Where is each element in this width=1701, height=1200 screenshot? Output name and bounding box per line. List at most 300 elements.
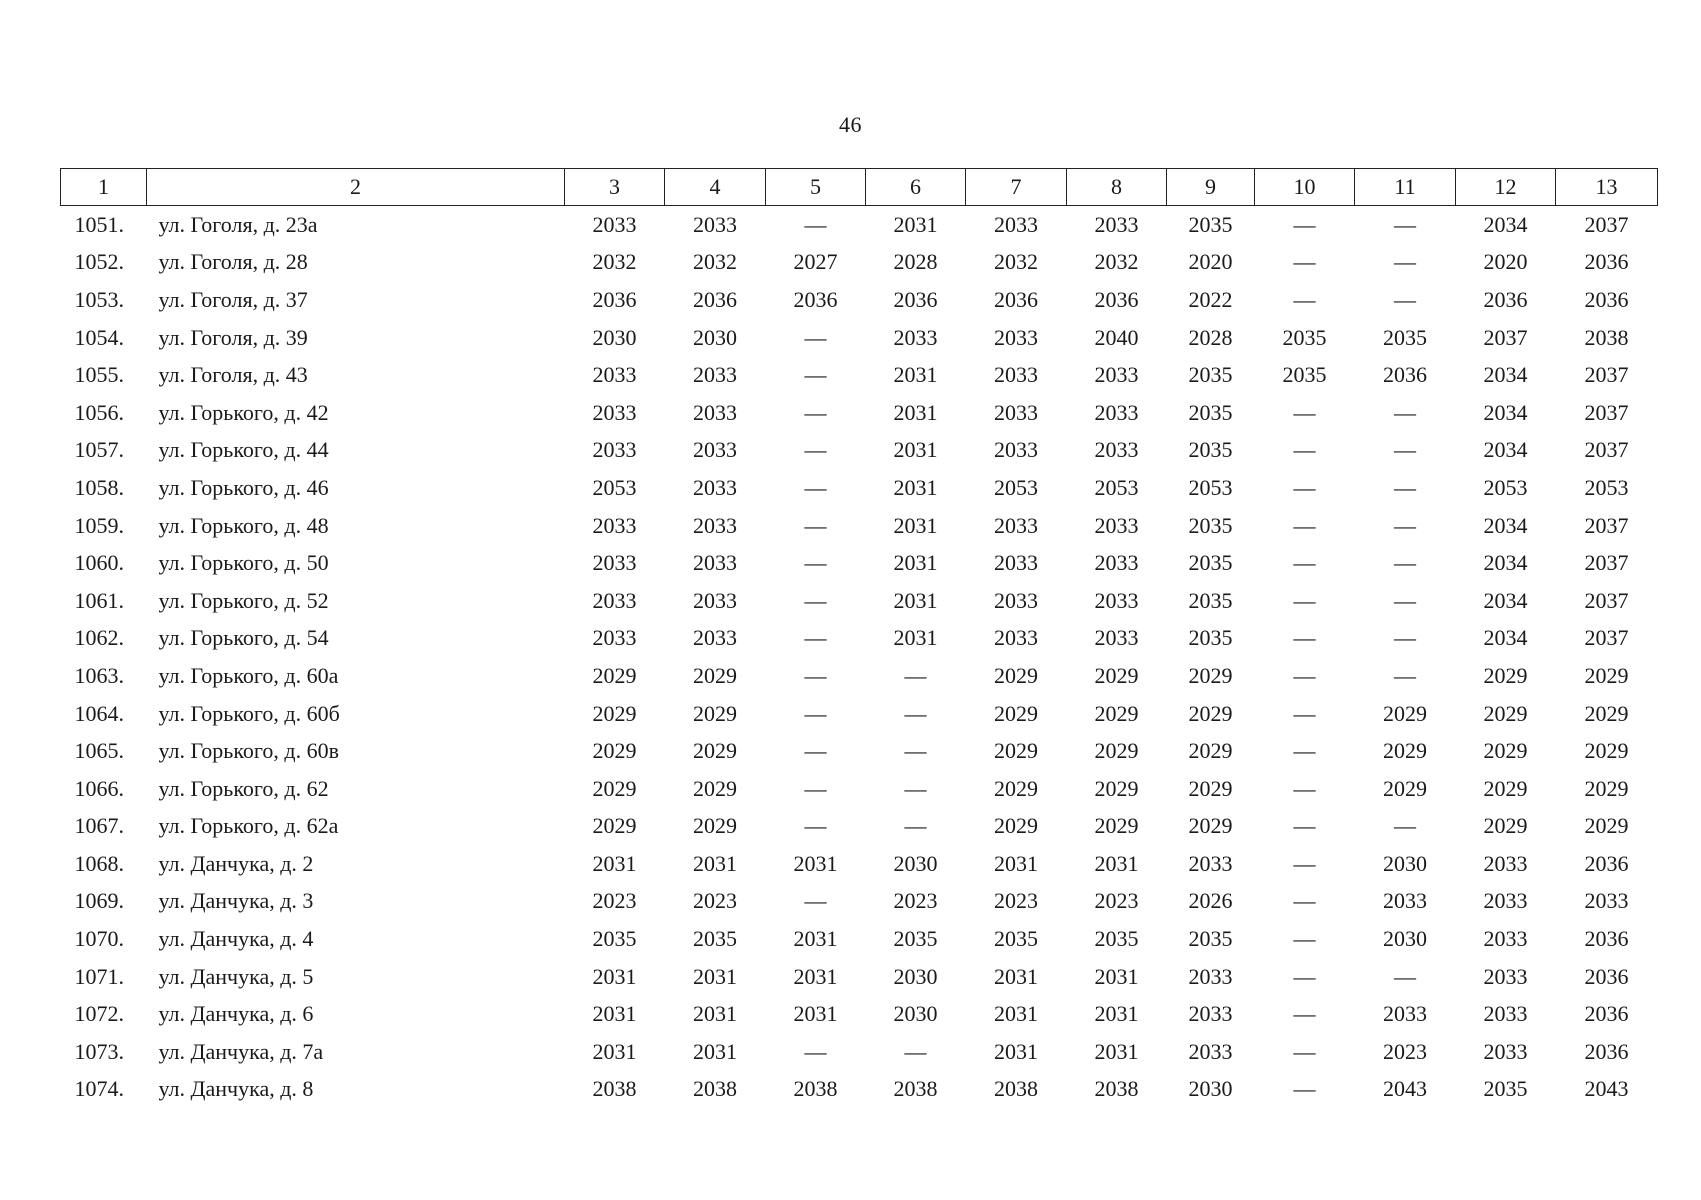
year-cell-col-13: 2029	[1584, 700, 1629, 726]
year-cell-col-12: 2029	[1483, 738, 1528, 764]
column-header-5: 5	[766, 169, 866, 206]
year-cell-col-7: 2033	[994, 512, 1038, 538]
year-cell-col-7: 2035	[994, 926, 1038, 952]
address-cell: ул. Горького, д. 60в	[158, 738, 339, 764]
column-header-8: 8	[1067, 169, 1167, 206]
year-cell-col-6: —	[904, 738, 927, 764]
year-cell-col-3: 2033	[592, 437, 637, 463]
year-cell-col-6: 2030	[893, 850, 938, 876]
year-cell-col-8: 2033	[1094, 587, 1139, 613]
year-cell-col-3: 2030	[592, 324, 637, 350]
year-cell-col-9: 2035	[1188, 211, 1233, 237]
year-cell-col-13: 2029	[1584, 775, 1629, 801]
year-cell-col-13: 2036	[1584, 1001, 1629, 1027]
year-cell-col-3: 2033	[592, 550, 637, 576]
year-cell-col-4: 2035	[693, 926, 737, 952]
year-cell-col-9: 2035	[1188, 587, 1233, 613]
year-cell-col-9: 2035	[1188, 625, 1233, 651]
year-cell-col-13: 2029	[1584, 662, 1629, 688]
row-number-cell: 1067.	[74, 813, 124, 839]
year-cell-col-3: 2029	[592, 813, 637, 839]
address-cell: ул. Горького, д. 54	[158, 625, 329, 651]
year-cell-col-3: 2029	[592, 700, 637, 726]
year-cell-col-11: —	[1394, 550, 1416, 576]
year-cell-col-10: —	[1293, 926, 1316, 952]
year-cell-col-6: 2031	[893, 512, 938, 538]
row-number-cell: 1068.	[74, 850, 124, 876]
year-cell-col-6: 2033	[893, 324, 938, 350]
table-row	[61, 432, 1658, 470]
year-cell-col-6: 2031	[893, 550, 938, 576]
year-cell-col-6: 2030	[893, 963, 938, 989]
year-cell-col-9: 2028	[1188, 324, 1233, 350]
address-cell: ул. Горького, д. 62а	[158, 813, 339, 839]
year-cell-col-11: 2023	[1383, 1038, 1427, 1064]
year-cell-col-12: 2034	[1483, 550, 1528, 576]
year-cell-col-4: 2032	[693, 249, 737, 275]
table-row	[61, 507, 1658, 545]
address-cell: ул. Данчука, д. 6	[158, 1001, 314, 1027]
year-cell-col-3: 2035	[592, 926, 637, 952]
year-cell-col-8: 2032	[1094, 249, 1139, 275]
year-cell-col-4: 2033	[693, 362, 737, 388]
year-cell-col-10: —	[1293, 399, 1316, 425]
year-cell-col-10: —	[1293, 625, 1316, 651]
year-cell-col-13: 2029	[1584, 813, 1629, 839]
year-cell-col-13: 2029	[1584, 738, 1629, 764]
year-cell-col-4: 2029	[693, 700, 737, 726]
year-cell-col-12: 2035	[1483, 1076, 1528, 1102]
year-cell-col-7: 2029	[994, 813, 1038, 839]
year-cell-col-8: 2033	[1094, 437, 1139, 463]
column-header-13: 13	[1556, 169, 1658, 206]
year-cell-col-13: 2036	[1584, 286, 1629, 312]
year-cell-col-5: —	[804, 700, 827, 726]
row-number-cell: 1055.	[74, 362, 124, 388]
year-cell-col-12: 2053	[1483, 474, 1528, 500]
year-cell-col-6: 2036	[893, 286, 938, 312]
table-row	[61, 920, 1658, 958]
year-cell-col-7: 2031	[994, 1038, 1038, 1064]
year-cell-col-5: —	[804, 813, 827, 839]
table-row	[61, 995, 1658, 1033]
year-cell-col-11: —	[1394, 512, 1416, 538]
year-cell-col-13: 2037	[1584, 437, 1629, 463]
row-number-cell: 1059.	[74, 512, 124, 538]
year-cell-col-5: 2027	[793, 249, 838, 275]
year-cell-col-5: —	[804, 662, 827, 688]
year-cell-col-12: 2033	[1483, 926, 1528, 952]
year-cell-col-12: 2034	[1483, 587, 1528, 613]
year-cell-col-6: 2031	[893, 625, 938, 651]
table-row	[61, 657, 1658, 695]
table-row	[61, 883, 1658, 921]
year-cell-col-13: 2043	[1584, 1076, 1629, 1102]
year-cell-col-4: 2033	[693, 399, 737, 425]
year-cell-col-12: 2029	[1483, 700, 1528, 726]
year-cell-col-10: —	[1293, 813, 1316, 839]
year-cell-col-11: 2029	[1383, 738, 1427, 764]
year-cell-col-10: —	[1293, 512, 1316, 538]
year-cell-col-4: 2033	[693, 512, 737, 538]
year-cell-col-11: —	[1394, 625, 1416, 651]
year-cell-col-12: 2029	[1483, 813, 1528, 839]
year-cell-col-9: 2022	[1188, 286, 1233, 312]
year-cell-col-3: 2031	[592, 850, 637, 876]
column-header-11: 11	[1355, 169, 1456, 206]
year-cell-col-4: 2031	[693, 850, 737, 876]
year-cell-col-6: 2031	[893, 399, 938, 425]
year-cell-col-7: 2033	[994, 625, 1038, 651]
year-cell-col-9: 2035	[1188, 399, 1233, 425]
year-cell-col-8: 2033	[1094, 512, 1139, 538]
year-cell-col-7: 2033	[994, 437, 1038, 463]
year-cell-col-3: 2033	[592, 399, 637, 425]
year-cell-col-13: 2037	[1584, 211, 1629, 237]
year-cell-col-8: 2029	[1094, 775, 1139, 801]
table-row	[61, 695, 1658, 733]
column-header-4: 4	[665, 169, 766, 206]
year-cell-col-4: 2033	[693, 550, 737, 576]
row-number-cell: 1060.	[74, 550, 124, 576]
column-header-1: 1	[61, 169, 147, 206]
year-cell-col-9: 2029	[1188, 813, 1233, 839]
year-cell-col-5: —	[804, 474, 827, 500]
row-number-cell: 1062.	[74, 625, 124, 651]
year-cell-col-10: —	[1293, 1038, 1316, 1064]
year-cell-col-3: 2033	[592, 587, 637, 613]
table-row	[61, 319, 1658, 357]
year-cell-col-7: 2033	[994, 324, 1038, 350]
year-cell-col-7: 2023	[994, 888, 1038, 914]
year-cell-col-6: 2031	[893, 437, 938, 463]
year-cell-col-13: 2036	[1584, 850, 1629, 876]
year-cell-col-5: —	[804, 738, 827, 764]
year-cell-col-5: 2031	[793, 1001, 838, 1027]
year-cell-col-13: 2037	[1584, 512, 1629, 538]
address-cell: ул. Гоголя, д. 23а	[158, 211, 318, 237]
row-number-cell: 1069.	[74, 888, 124, 914]
address-cell: ул. Гоголя, д. 28	[158, 249, 308, 275]
row-number-cell: 1065.	[74, 738, 124, 764]
year-cell-col-6: —	[904, 813, 927, 839]
year-cell-col-6: 2038	[893, 1076, 938, 1102]
year-cell-col-5: 2031	[793, 963, 838, 989]
row-number-cell: 1053.	[74, 286, 124, 312]
year-cell-col-6: —	[904, 775, 927, 801]
year-cell-col-3: 2029	[592, 662, 637, 688]
address-cell: ул. Горького, д. 44	[158, 437, 329, 463]
table-row	[61, 356, 1658, 394]
year-cell-col-13: 2036	[1584, 963, 1629, 989]
year-cell-col-7: 2033	[994, 587, 1038, 613]
year-cell-col-9: 2035	[1188, 926, 1233, 952]
year-cell-col-7: 2032	[994, 249, 1038, 275]
year-cell-col-9: 2033	[1188, 1001, 1233, 1027]
address-cell: ул. Гоголя, д. 43	[158, 362, 308, 388]
year-cell-col-3: 2023	[592, 888, 637, 914]
year-cell-col-13: 2033	[1584, 888, 1629, 914]
year-cell-col-7: 2029	[994, 700, 1038, 726]
table-row	[61, 582, 1658, 620]
address-cell: ул. Данчука, д. 5	[158, 963, 314, 989]
address-cell: ул. Горького, д. 48	[158, 512, 329, 538]
year-cell-col-12: 2033	[1483, 850, 1528, 876]
year-cell-col-11: —	[1394, 399, 1416, 425]
year-cell-col-10: 2035	[1282, 324, 1327, 350]
year-cell-col-9: 2029	[1188, 662, 1233, 688]
year-cell-col-6: —	[904, 662, 927, 688]
year-cell-col-4: 2033	[693, 474, 737, 500]
year-cell-col-4: 2031	[693, 1038, 737, 1064]
year-cell-col-13: 2037	[1584, 550, 1629, 576]
year-cell-col-11: —	[1394, 587, 1416, 613]
year-cell-col-3: 2032	[592, 249, 637, 275]
year-cell-col-12: 2029	[1483, 662, 1528, 688]
year-cell-col-11: 2029	[1383, 775, 1427, 801]
year-cell-col-6: —	[904, 1038, 927, 1064]
year-cell-col-10: —	[1293, 963, 1316, 989]
year-cell-col-11: 2043	[1383, 1076, 1427, 1102]
row-number-cell: 1052.	[74, 249, 124, 275]
table-row	[61, 206, 1658, 244]
table-row	[61, 845, 1658, 883]
header-row	[61, 169, 1658, 206]
year-cell-col-5: —	[804, 362, 827, 388]
year-cell-col-8: 2040	[1094, 324, 1139, 350]
year-cell-col-8: 2033	[1094, 362, 1139, 388]
address-cell: ул. Гоголя, д. 39	[158, 324, 308, 350]
year-cell-col-8: 2031	[1094, 963, 1139, 989]
year-cell-col-10: —	[1293, 1001, 1316, 1027]
year-cell-col-10: —	[1293, 437, 1316, 463]
row-number-cell: 1066.	[74, 775, 124, 801]
address-cell: ул. Горького, д. 62	[158, 775, 329, 801]
year-cell-col-7: 2036	[994, 286, 1038, 312]
year-cell-col-9: 2035	[1188, 437, 1233, 463]
year-cell-col-10: —	[1293, 286, 1316, 312]
year-cell-col-9: 2035	[1188, 512, 1233, 538]
table-body	[61, 206, 1658, 1109]
year-cell-col-9: 2030	[1188, 1076, 1233, 1102]
year-cell-col-4: 2029	[693, 813, 737, 839]
year-cell-col-12: 2033	[1483, 1001, 1528, 1027]
year-cell-col-13: 2037	[1584, 399, 1629, 425]
row-number-cell: 1074.	[74, 1076, 124, 1102]
year-cell-col-6: 2023	[893, 888, 938, 914]
year-cell-col-7: 2031	[994, 1001, 1038, 1027]
year-cell-col-4: 2038	[693, 1076, 737, 1102]
year-cell-col-7: 2029	[994, 775, 1038, 801]
address-cell: ул. Горького, д. 42	[158, 399, 329, 425]
column-header-12: 12	[1456, 169, 1556, 206]
year-cell-col-8: 2023	[1094, 888, 1139, 914]
year-cell-col-9: 2053	[1188, 474, 1233, 500]
year-cell-col-6: 2031	[893, 587, 938, 613]
year-cell-col-4: 2029	[693, 738, 737, 764]
year-cell-col-6: 2035	[893, 926, 938, 952]
year-cell-col-13: 2037	[1584, 625, 1629, 651]
year-cell-col-7: 2029	[994, 738, 1038, 764]
year-cell-col-8: 2031	[1094, 1001, 1139, 1027]
row-number-cell: 1072.	[74, 1001, 124, 1027]
year-cell-col-13: 2038	[1584, 324, 1629, 350]
year-cell-col-7: 2053	[994, 474, 1038, 500]
column-header-10: 10	[1255, 169, 1355, 206]
year-cell-col-8: 2029	[1094, 662, 1139, 688]
year-cell-col-10: —	[1293, 738, 1316, 764]
table-row	[61, 732, 1658, 770]
year-cell-col-7: 2029	[994, 662, 1038, 688]
year-cell-col-10: —	[1293, 587, 1316, 613]
year-cell-col-11: —	[1394, 813, 1416, 839]
year-cell-col-5: —	[804, 625, 827, 651]
year-cell-col-11: —	[1394, 211, 1416, 237]
year-cell-col-5: —	[804, 888, 827, 914]
year-cell-col-6: 2030	[893, 1001, 938, 1027]
year-cell-col-8: 2035	[1094, 926, 1139, 952]
year-cell-col-4: 2029	[693, 775, 737, 801]
year-cell-col-8: 2053	[1094, 474, 1139, 500]
year-cell-col-10: —	[1293, 1076, 1316, 1102]
year-cell-col-8: 2033	[1094, 399, 1139, 425]
year-cell-col-6: 2028	[893, 249, 938, 275]
year-cell-col-9: 2026	[1188, 888, 1233, 914]
year-cell-col-9: 2033	[1188, 850, 1233, 876]
year-cell-col-12: 2037	[1483, 324, 1528, 350]
year-cell-col-8: 2033	[1094, 211, 1139, 237]
year-cell-col-7: 2033	[994, 399, 1038, 425]
year-cell-col-3: 2038	[592, 1076, 637, 1102]
address-cell: ул. Горького, д. 60б	[158, 700, 340, 726]
table-row	[61, 244, 1658, 282]
year-cell-col-6: —	[904, 700, 927, 726]
year-cell-col-11: 2033	[1383, 1001, 1427, 1027]
year-cell-col-9: 2033	[1188, 1038, 1233, 1064]
address-cell: ул. Данчука, д. 4	[158, 926, 314, 952]
year-cell-col-12: 2033	[1483, 888, 1528, 914]
address-cell: ул. Горького, д. 52	[158, 587, 329, 613]
year-cell-col-7: 2033	[994, 550, 1038, 576]
column-header-6: 6	[866, 169, 966, 206]
year-cell-col-5: —	[804, 211, 827, 237]
year-cell-col-12: 2034	[1483, 512, 1528, 538]
year-cell-col-12: 2034	[1483, 362, 1528, 388]
year-cell-col-7: 2031	[994, 850, 1038, 876]
table-row	[61, 958, 1658, 996]
year-cell-col-9: 2029	[1188, 738, 1233, 764]
table-header	[61, 169, 1658, 206]
year-cell-col-4: 2023	[693, 888, 737, 914]
year-cell-col-11: 2030	[1383, 850, 1427, 876]
row-number-cell: 1071.	[74, 963, 124, 989]
year-cell-col-12: 2033	[1483, 1038, 1528, 1064]
year-cell-col-8: 2029	[1094, 813, 1139, 839]
year-cell-col-3: 2033	[592, 625, 637, 651]
year-cell-col-11: 2029	[1383, 700, 1427, 726]
year-cell-col-5: 2031	[793, 926, 838, 952]
year-cell-col-12: 2034	[1483, 399, 1528, 425]
year-cell-col-5: —	[804, 324, 827, 350]
year-cell-col-4: 2033	[693, 587, 737, 613]
year-cell-col-13: 2053	[1584, 474, 1629, 500]
year-cell-col-4: 2033	[693, 625, 737, 651]
year-cell-col-8: 2031	[1094, 1038, 1139, 1064]
row-number-cell: 1063.	[74, 662, 124, 688]
year-cell-col-13: 2037	[1584, 587, 1629, 613]
year-cell-col-10: —	[1293, 474, 1316, 500]
year-cell-col-11: —	[1394, 249, 1416, 275]
year-cell-col-13: 2036	[1584, 249, 1629, 275]
year-cell-col-3: 2053	[592, 474, 637, 500]
year-cell-col-3: 2036	[592, 286, 637, 312]
year-cell-col-8: 2036	[1094, 286, 1139, 312]
year-cell-col-10: —	[1293, 700, 1316, 726]
year-cell-col-12: 2020	[1483, 249, 1528, 275]
year-cell-col-11: —	[1394, 286, 1416, 312]
year-cell-col-5: —	[804, 1038, 827, 1064]
year-cell-col-5: —	[804, 587, 827, 613]
year-cell-col-12: 2034	[1483, 437, 1528, 463]
year-cell-col-3: 2033	[592, 362, 637, 388]
address-cell: ул. Горького, д. 46	[158, 474, 329, 500]
year-cell-col-8: 2033	[1094, 625, 1139, 651]
table-row	[61, 544, 1658, 582]
column-header-9: 9	[1167, 169, 1255, 206]
column-header-3: 3	[565, 169, 665, 206]
page-number: 46	[839, 112, 862, 137]
year-cell-col-4: 2031	[693, 1001, 737, 1027]
row-number-cell: 1051.	[74, 211, 124, 237]
table-row	[61, 281, 1658, 319]
row-number-cell: 1064.	[74, 700, 124, 726]
year-cell-col-5: —	[804, 512, 827, 538]
year-cell-col-6: 2031	[893, 211, 938, 237]
year-cell-col-5: 2036	[793, 286, 838, 312]
row-number-cell: 1070.	[74, 926, 124, 952]
year-cell-col-10: —	[1293, 211, 1316, 237]
row-number-cell: 1058.	[74, 474, 124, 500]
year-cell-col-3: 2033	[592, 211, 637, 237]
year-cell-col-12: 2034	[1483, 211, 1528, 237]
year-cell-col-7: 2038	[994, 1076, 1038, 1102]
year-cell-col-5: —	[804, 399, 827, 425]
address-cell: ул. Горького, д. 60а	[158, 662, 339, 688]
year-cell-col-9: 2035	[1188, 550, 1233, 576]
year-cell-col-3: 2031	[592, 1001, 637, 1027]
year-cell-col-11: —	[1394, 963, 1416, 989]
year-cell-col-9: 2033	[1188, 963, 1233, 989]
year-cell-col-6: 2031	[893, 474, 938, 500]
table-row	[61, 770, 1658, 808]
year-cell-col-3: 2033	[592, 512, 637, 538]
address-cell: ул. Горького, д. 50	[158, 550, 329, 576]
year-cell-col-3: 2031	[592, 1038, 637, 1064]
year-cell-col-4: 2029	[693, 662, 737, 688]
year-cell-col-4: 2036	[693, 286, 737, 312]
year-cell-col-11: 2036	[1383, 362, 1427, 388]
table-row	[61, 1033, 1658, 1071]
year-cell-col-5: 2031	[793, 850, 838, 876]
year-cell-col-5: 2038	[793, 1076, 838, 1102]
year-cell-col-4: 2031	[693, 963, 737, 989]
table-row	[61, 469, 1658, 507]
year-cell-col-5: —	[804, 775, 827, 801]
year-cell-col-7: 2031	[994, 963, 1038, 989]
year-cell-col-13: 2036	[1584, 926, 1629, 952]
address-cell: ул. Данчука, д. 2	[158, 850, 314, 876]
address-cell: ул. Гоголя, д. 37	[158, 286, 308, 312]
